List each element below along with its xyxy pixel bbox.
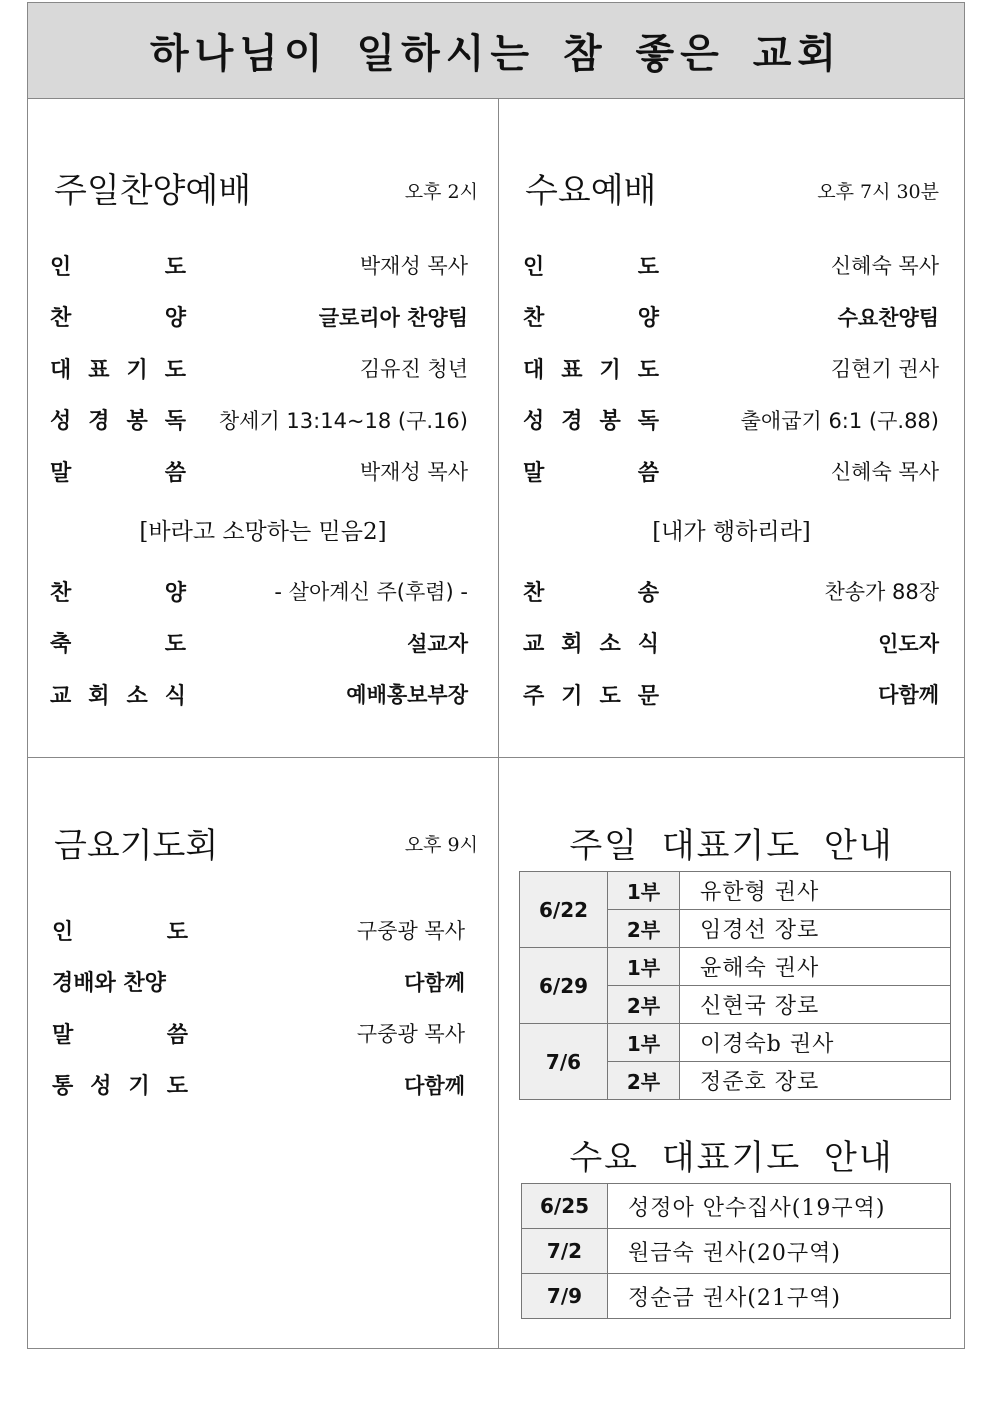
label-char: 양 xyxy=(164,306,186,331)
program-row xyxy=(523,623,939,663)
program-row xyxy=(50,451,468,491)
label-char: 씀 xyxy=(166,1022,188,1048)
program-row xyxy=(523,571,939,611)
row-label xyxy=(523,679,659,710)
service-part: 1부 xyxy=(608,872,680,910)
prayer-leader: 정순금 권사(21구역) xyxy=(608,1274,951,1319)
row-label xyxy=(52,1069,188,1100)
row-value: 김유진 청년 xyxy=(359,357,468,381)
label-char: 말 xyxy=(50,460,72,486)
label-char: 주 xyxy=(523,683,545,709)
table-row xyxy=(522,1274,951,1319)
label-char: 봉 xyxy=(126,409,148,434)
label-char: 찬 xyxy=(50,306,72,331)
section-time: 오후 9시 xyxy=(404,834,478,856)
row-label xyxy=(50,404,186,435)
label-char: 식 xyxy=(637,632,659,657)
row-value: 인도자 xyxy=(878,631,939,656)
label-char: 문 xyxy=(637,683,659,709)
program-row xyxy=(523,451,939,491)
prayer-leader: 정준호 장로 xyxy=(680,1062,951,1100)
label-char: 기 xyxy=(599,357,621,383)
label-char: 독 xyxy=(164,409,186,434)
service-part: 2부 xyxy=(608,1062,680,1100)
prayer-schedule-panel xyxy=(499,758,964,1348)
row-label xyxy=(50,301,186,332)
prayer-leader: 윤해숙 권사 xyxy=(680,948,951,986)
label-char: 경배와 찬양 xyxy=(52,971,166,996)
program-row xyxy=(523,245,939,285)
section-title: 주일찬양예배 xyxy=(54,171,252,211)
label-char: 씀 xyxy=(164,460,186,486)
title-bar xyxy=(28,3,964,99)
sunday-prayer-table xyxy=(519,871,951,1100)
label-char: 교 xyxy=(523,632,545,657)
label-char: 통 xyxy=(52,1074,74,1099)
label-char: 독 xyxy=(637,409,659,434)
label-char: 회 xyxy=(88,683,110,709)
bulletin-frame xyxy=(27,2,965,1349)
wednesday-prayer-table xyxy=(521,1183,951,1319)
service-part: 1부 xyxy=(608,948,680,986)
row-label xyxy=(523,576,659,607)
program-row xyxy=(52,910,465,950)
prayer-date: 7/6 xyxy=(520,1024,608,1100)
label-char: 성 xyxy=(523,409,545,434)
row-label xyxy=(52,915,188,946)
service-part: 1부 xyxy=(608,1024,680,1062)
sermon-title: [바라고 소망하는 믿음2] xyxy=(139,519,387,545)
label-char: 도 xyxy=(164,254,186,280)
prayer-leader: 성정아 안수집사(19구역) xyxy=(608,1184,951,1229)
label-char: 도 xyxy=(164,357,186,383)
prayer-leader: 이경숙b 권사 xyxy=(680,1024,951,1062)
section-time: 오후 2시 xyxy=(404,181,478,203)
label-char: 성 xyxy=(90,1074,112,1099)
label-char: 인 xyxy=(523,254,545,280)
row-label xyxy=(52,966,188,997)
row-label xyxy=(523,404,659,435)
section-title: 수요예배 xyxy=(525,171,657,211)
program-row xyxy=(50,245,468,285)
row-value: 김현기 권사 xyxy=(830,357,939,381)
label-char: 도 xyxy=(599,683,621,709)
row-label xyxy=(523,250,659,281)
section-title: 금요기도회 xyxy=(54,826,219,866)
label-char: 소 xyxy=(126,683,148,709)
program-row xyxy=(523,674,939,714)
label-char: 도 xyxy=(164,632,186,657)
prayer-date: 7/2 xyxy=(522,1229,608,1274)
row-value: 창세기 13:14~18 (구.16) xyxy=(218,408,468,433)
label-char: 찬 xyxy=(50,580,72,606)
label-char: 양 xyxy=(164,580,186,606)
label-char: 표 xyxy=(561,357,583,383)
row-value: 신혜숙 목사 xyxy=(830,460,939,484)
label-char: 성 xyxy=(50,409,72,434)
label-char: 표 xyxy=(88,357,110,383)
page-title: 하나님이 일하시는 참 좋은 교회 xyxy=(149,31,843,77)
friday-prayer-panel xyxy=(28,758,498,1348)
label-char: 찬 xyxy=(523,580,545,606)
program-row xyxy=(52,962,465,1002)
program-row xyxy=(523,348,939,388)
row-label xyxy=(523,301,659,332)
wednesday-prayer-title: 수요 대표기도 안내 xyxy=(569,1138,894,1178)
row-value: 출애굽기 6:1 (구.88) xyxy=(740,408,939,433)
row-value: 구중광 목사 xyxy=(356,919,465,943)
label-char: 인 xyxy=(50,254,72,280)
row-value: 구중광 목사 xyxy=(356,1022,465,1046)
label-char: 경 xyxy=(561,409,583,434)
prayer-date: 6/29 xyxy=(520,948,608,1024)
label-char: 말 xyxy=(52,1022,74,1048)
row-label xyxy=(50,456,186,487)
row-value: 예배홍보부장 xyxy=(346,683,468,707)
program-row xyxy=(50,674,468,714)
row-value: - 살아계신 주(후렴) - xyxy=(274,580,468,604)
prayer-date: 6/22 xyxy=(520,872,608,948)
label-char: 양 xyxy=(637,306,659,331)
row-label xyxy=(50,576,186,607)
table-row xyxy=(520,948,951,986)
label-char: 대 xyxy=(50,357,72,383)
sunday-service-panel xyxy=(28,99,498,757)
row-label xyxy=(523,353,659,384)
label-char: 봉 xyxy=(599,409,621,434)
label-char: 도 xyxy=(166,1074,188,1099)
label-char: 식 xyxy=(164,683,186,709)
label-char: 도 xyxy=(166,919,188,945)
section-time: 오후 7시 30분 xyxy=(817,181,939,203)
prayer-leader: 유한형 권사 xyxy=(680,872,951,910)
label-char: 기 xyxy=(126,357,148,383)
label-char: 송 xyxy=(637,580,659,606)
program-row xyxy=(50,623,468,663)
row-value: 수요찬양팀 xyxy=(837,305,939,330)
program-row xyxy=(50,297,468,337)
row-value: 다함께 xyxy=(878,683,939,707)
row-value: 설교자 xyxy=(407,631,468,656)
program-row xyxy=(50,400,468,440)
row-value: 글로리아 찬양팀 xyxy=(318,305,468,330)
label-char: 소 xyxy=(599,632,621,657)
prayer-date: 6/25 xyxy=(522,1184,608,1229)
label-char: 경 xyxy=(88,409,110,434)
label-char: 인 xyxy=(52,919,74,945)
label-char: 찬 xyxy=(523,306,545,331)
table-row xyxy=(522,1184,951,1229)
table-row xyxy=(520,872,951,910)
sermon-title: [내가 행하리라] xyxy=(652,519,811,545)
table-row xyxy=(522,1229,951,1274)
prayer-leader: 임경선 장로 xyxy=(680,910,951,948)
program-row xyxy=(50,571,468,611)
label-char: 대 xyxy=(523,357,545,383)
row-value: 다함께 xyxy=(404,1073,465,1098)
label-char: 씀 xyxy=(637,460,659,486)
label-char: 기 xyxy=(561,683,583,709)
label-char: 도 xyxy=(637,357,659,383)
label-char: 도 xyxy=(637,254,659,280)
row-label xyxy=(523,627,659,658)
row-label xyxy=(50,250,186,281)
row-label xyxy=(52,1018,188,1049)
wednesday-service-panel xyxy=(499,99,964,757)
table-row xyxy=(520,1024,951,1062)
row-value: 다함께 xyxy=(404,970,465,995)
program-row xyxy=(50,348,468,388)
label-char: 축 xyxy=(50,632,72,657)
prayer-leader: 원금숙 권사(20구역) xyxy=(608,1229,951,1274)
row-value: 박재성 목사 xyxy=(359,254,468,278)
row-label xyxy=(50,679,186,710)
label-char: 교 xyxy=(50,683,72,709)
service-part: 2부 xyxy=(608,910,680,948)
row-label xyxy=(50,627,186,658)
program-row xyxy=(523,297,939,337)
sunday-prayer-title: 주일 대표기도 안내 xyxy=(569,826,894,866)
prayer-leader: 신현국 장로 xyxy=(680,986,951,1024)
row-value: 찬송가 88장 xyxy=(824,580,939,604)
prayer-date: 7/9 xyxy=(522,1274,608,1319)
label-char: 회 xyxy=(561,632,583,657)
service-part: 2부 xyxy=(608,986,680,1024)
label-char: 말 xyxy=(523,460,545,486)
program-row xyxy=(523,400,939,440)
program-row xyxy=(52,1065,465,1105)
label-char: 기 xyxy=(128,1074,150,1099)
program-row xyxy=(52,1013,465,1053)
row-value: 신혜숙 목사 xyxy=(830,254,939,278)
row-value: 박재성 목사 xyxy=(359,460,468,484)
row-label xyxy=(523,456,659,487)
row-label xyxy=(50,353,186,384)
